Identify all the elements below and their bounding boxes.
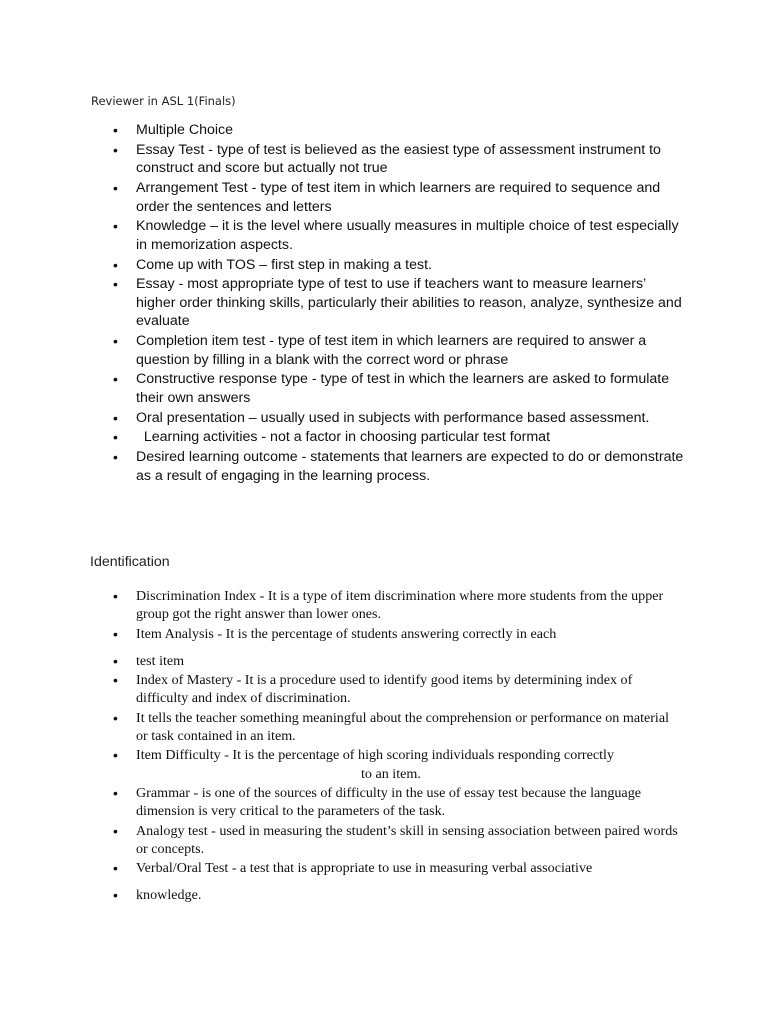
list-item: • Arrangement Test - type of test item in which learners are required to sequence and order the sentences and letters [0, 179, 768, 216]
list-item: • Oral presentation – usually used in subjects with performance based assessment. [0, 409, 768, 428]
section-heading: Identification [90, 554, 170, 570]
review-list [0, 121, 768, 486]
list-item: • Constructive response type - type of test in which the learners are asked to formulate their own answers [0, 370, 768, 407]
list-item-text: Item Difficulty - It is the percentage of high scoring individuals responding correctly [136, 747, 615, 764]
document-title: Reviewer in ASL 1(Finals) [91, 94, 236, 108]
list-item: • Completion item test - type of test item in which learners are required to answer a question by filling in a blank with the correct word or phrase [0, 332, 768, 369]
list-item: • Multiple Choice [0, 121, 768, 140]
list-item [0, 746, 768, 783]
list-item: • Knowledge – it is the level where usually measures in multiple choice of test especially in memorization aspects. [0, 217, 768, 254]
list-item: • knowledge. [0, 886, 768, 904]
list-item: • Essay - most appropriate type of test to use if teachers want to measure learners’ higher order thinking skills, particularly their abilities to reason, analyze, synthesize and evaluate [0, 275, 768, 331]
list-item-continuation: to an item. [361, 765, 421, 782]
list-item: • Come up with TOS – first step in making a test. [0, 256, 768, 275]
list-item: • Essay Test - type of test is believed as the easiest type of assessment instrument to construct and score but actually not true [0, 141, 768, 178]
list-item: • It tells the teacher something meaningful about the comprehension or performance on material or task contained in an item. [0, 709, 768, 746]
identification-list [0, 587, 768, 906]
list-item: • Analogy test - used in measuring the student’s skill in sensing association between paired words or concepts. [0, 822, 768, 859]
list-item: • Desired learning outcome - statements that learners are expected to do or demonstrate as a result of engaging in the learning process. [0, 448, 768, 485]
list-item: • Grammar - is one of the sources of difficulty in the use of essay test because the language dimension is very critical to the parameters of the task. [0, 784, 768, 821]
list-item: • Learning activities - not a factor in choosing particular test format [0, 428, 768, 447]
list-item: • Item Analysis - It is the percentage of students answering correctly in each [0, 625, 768, 643]
list-item: • Discrimination Index - It is a type of item discrimination where more students from the upper group got the right answer than lower ones. [0, 587, 768, 624]
list-item: • test item [0, 652, 768, 670]
list-item: • Index of Mastery - It is a procedure used to identify good items by determining index of difficulty and index of discrimination. [0, 671, 768, 708]
list-item: • Verbal/Oral Test - a test that is appropriate to use in measuring verbal associative [0, 859, 768, 877]
